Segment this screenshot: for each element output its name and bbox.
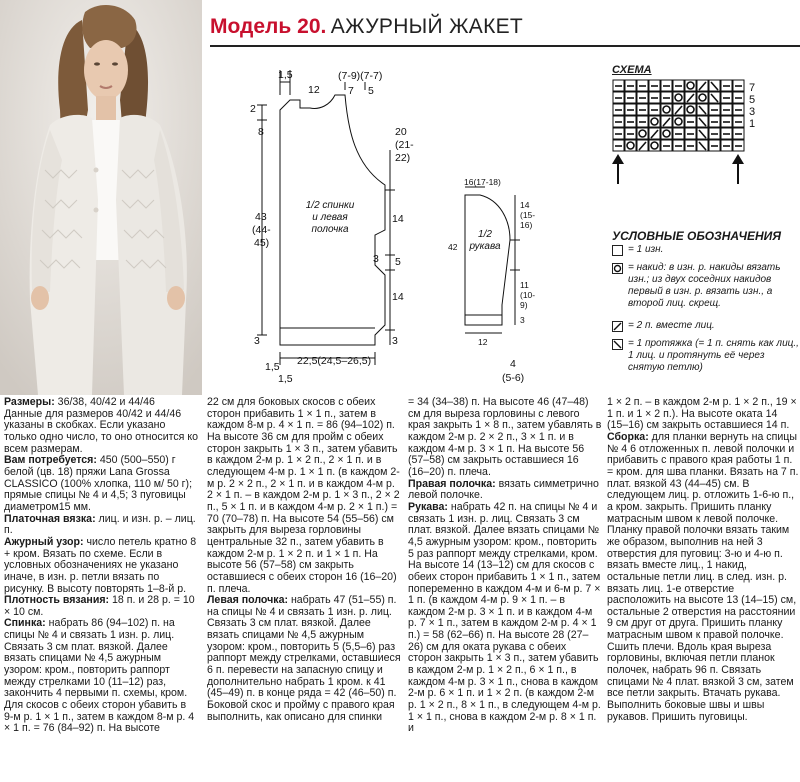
sleeve-left-42: 42 [448,242,458,252]
sleeves-text: набрать 42 п. на спицы № 4 и связать 1 изн. р. лиц. Связать 3 см плат. вязкой. Далее вязать спицами № 4,5 ажурным узором: кром., повторить 5 раз раппорт между стрелками, кром. На высоте 14 (13–12) см для скосов с обеих сторон прибавить 1 × 1 п., затем попеременно в каждом 4-м и 6-м р. 7 × 1 п. (в каждом 4-м р. 9 × 1 п. – в каждом 2-м р. 3 × 1 п. и в каждом 4-м р. 7 × 1 п., затем в каждом 2-м р. 4 × 1 п.) = 58 (62–66) п. На высоте 28 (27–26) см для оката рукава с обеих сторон закрыть 1 × 3 п., затем убавить в каждом 2-м р. 1 × 2 п., 6 × 1 п., в каждом 4-м р. 3 × 1 п., снова в каждом 2-м р. 6 × 1 п. и 1 × 2 п. (в каждом 2-м р. 1 × 2 п., 8 × 1 п., в следующем 4-м р. 1 × 1 п., снова в каждом 2-м р. 8 × 1 п. и [408,500,601,735]
model-photo-illustration [0,0,202,395]
backslash-square-icon [612,339,623,350]
scheme-row-7: 7 [749,82,756,94]
repeat-end-arrow-icon [732,154,744,164]
text-column-1 [4,397,198,781]
dim-left-8: 8 [258,126,264,138]
dim-top-7: 7 [348,85,354,97]
text-column-3 [408,397,602,781]
dim-right-14a: 14 [392,213,404,225]
sizes-label: Размеры: [4,396,55,408]
lace-pattern-label: Ажурный узор: [4,535,84,548]
blank-square-icon [612,245,623,256]
plank-stitch-label: Платочная вязка: [4,512,96,525]
legend-items: = 1 изн. = накид: в изн. р. накиды вязать изн.; из двух соседних накидов первый в изн. р. вязать изн., а второй лиц. скрещ. = 2 п. вместе лиц. = 1 протяжка (= 1 п. снять как лиц., 1 лиц. и протянуть её через снятую петлю) [612,244,800,384]
dim-left-2: 2 [250,103,256,115]
dim-right-3: 3 [373,253,379,265]
gauge-text: 18 п. и 28 р. = 10 × 10 см. [4,594,195,618]
legend-title: УСЛОВНЫЕ ОБОЗНАЧЕНИЯ [612,229,782,243]
sleeve-right-14-sub1: (15- [520,210,536,220]
dim-bottom-1-5a: 1,5 [265,361,280,373]
dim-left-43-sub1: (44- [252,224,271,236]
sleeves-cont: 1 × 2 п. – в каждом 2-м р. 1 × 2 п., 19 × 1 п. и 1 × 2 п.). На высоте оката 14 (15–16) см закрыть оставшиеся 14 п. [607,396,797,432]
right-front-label: Правая полочка: [408,477,496,490]
circle-square-icon [612,263,623,274]
dim-right-20: 20 [395,126,407,138]
sizes-text: 36/38, 40/42 и 44/46 [54,396,155,408]
sleeve-bottom-12: 12 [478,337,488,347]
sizes-note: Данные для размеров 40/42 и 44/46 указаны в скобках. Если указано только одно число, то оно относится ко всем размерам. [4,407,198,455]
lace-pattern-text: число петель кратно 8 + кром. Вязать по схеме. Если в условных обозначениях не указано иначе, в изн. р. петли вязать по рисунку. В высоту повторять 1–8-й р. [4,535,197,595]
sleeve-schematic [440,175,550,390]
dim-right-20-sub1: (21- [395,139,414,151]
sleeve-right-3: 3 [520,315,525,325]
text-column-4 [607,397,800,781]
dim-left-43: 43 [255,211,267,223]
dim-top-12: 12 [308,84,320,96]
scheme-row-1: 1 [749,118,756,130]
repeat-start-arrow-icon [612,154,624,164]
sleeves-label: Рукава: [408,500,448,513]
sleeve-right-11-sub2: 9) [520,300,528,310]
assembly-label: Сборка: [607,430,649,443]
gauge-label: Плотность вязания: [4,594,110,607]
assembly-text: для планки вернуть на спицы № 4 6 отложенных п. левой полочки и прибавить с правого края работы 1 п. = кром. для шва планки. Вязать на 7 п. плат. вязкой 43 (44–45) см. В следующем лиц. р. отложить 1-6-ю п., а кром. закрыть. Пришить планку матрасным швом к левой полочке. Планку правой полочки вязать таким же образом, выполнив на ней 3 отверстия для пуговиц: 3-ю и 4-ю п. вязать вместе лиц., 1 накид, остальные петли лиц. в след. изн. р. вязать лиц. 1-е отверстие расположить на высоте 13 (14–15) см, остальные 2 отверстия на расстоянии 9 см друг от друга. Пришить планку матрасным швом к правой полочке. Сшить плечи. Вдоль края выреза горловины, включая петли планок полочек, набрать 96 п. Связать спицами № 4 плат. вязкой 3 см, затем все петли закрыть. Втачать рукава. Выполнить боковые швы и швы рукавов. Пришить пуговицы. [607,430,799,723]
right-front-text: вязать симметрично левой полочке. [408,477,599,502]
header-rule [210,45,800,47]
page-title: АЖУРНЫЙ ЖАКЕТ [330,15,524,38]
sleeve-bottom-4: 4 [510,358,516,370]
scheme-grid [612,78,792,188]
scheme-row-5: 5 [749,94,756,106]
dim-bottom-1-5b: 1,5 [278,373,293,385]
text-column-2 [207,397,401,781]
back-text: набрать 86 (94–102) п. на спицы № 4 и связать 1 изн. р. лиц. Связать 3 см плат. вязкой. Далее вязать спицами № 4,5 ажурным узором: кром., повторить раппорт между стрелками 10 (11–12) раз, закончить 4 первыми п. схемы, кром. Для скосов с обеих сторон убавить в 9-м р. 1 × 1 п., затем в каждом 8-м р. 4 × 1 п. = 76 (84–92) п. На высоте [4,617,195,735]
piece-label-1: 1/2 спинки [305,200,355,211]
materials-text: 450 (500–550) г белой (цв. 18) пряжи Lana Grossa CLASSICO (100% хлопка, 110 м/ 50 г); прямые спицы № 4 и 4,5; 3 пуговицы диаметром15 мм. [4,454,193,513]
legend [612,229,798,243]
header-separator: . [320,15,327,38]
dim-top-1-5: 1,5 [278,69,293,81]
sleeve-label-1: 1/2 [478,229,492,240]
left-front-label: Левая полочка: [207,594,288,607]
piece-label-3: полочка [311,224,349,235]
sleeve-bottom-4-sub: (5-6) [502,372,525,384]
sleeve-right-11-sub1: (10- [520,290,536,300]
sleeve-right-11: 11 [520,280,529,290]
sleeve-right-14: 14 [520,200,530,210]
piece-label-2: и левая [312,212,348,223]
dim-top-5: 5 [368,85,374,97]
stitch-scheme [612,64,652,76]
model-number: Модель 20 [210,15,321,38]
scheme-row-3: 3 [749,106,756,118]
dim-right-20-sub2: 22) [395,152,411,164]
dim-top-collar: (7-9)(7-7) [338,70,383,82]
sleeve-label-2: рукава [469,241,501,252]
back-label: Спинка: [4,617,46,630]
back-text-cont: 22 см для боковых скосов с обеих сторон прибавить 1 × 1 п., затем в каждом 8-м р. 4 × 1 п. = 86 (94–102) п. На высоте 36 см для пройм с обеих сторон закрыть 1 × 3 п., затем убавить в каждом 2-м р. 1 × 2 п., 2 × 1 п. и в следующем 4-м р. 1 × 1 п. (в каждом 2-м р. 2 × 2 п., 2 × 1 п. и в каждом 4-м р. 2 × 1 п. – в каждом 2-м р. 1 × 3 п., 2 × 2 п., 5 × 1 п. и в каждом 4-м р. 2 × 1 п.) = 70 (70–78) п. На высоте 54 (55–56) см закрыть для выреза горловины центральные 32 п., затем убавить в каждом 2-м р. 1 × 2 п. и 1 × 1 п. На высоте 56 (57–58) см закрыть оставшиеся с обеих сторон 16 (16–20) п. плеча. [207,396,400,595]
dim-right-3b: 3 [392,335,398,347]
model-photo [0,0,202,395]
dim-right-14b: 14 [392,291,404,303]
body-schematic [240,60,435,390]
dim-left-3: 3 [254,335,260,347]
materials-label: Вам потребуется: [4,454,97,467]
dim-right-5: 5 [395,256,401,268]
left-front-cont: = 34 (34–38) п. На высоте 46 (47–48) см для выреза горловины с левого края закрыть 1 × 8 п., затем убавлять в каждом 2-м р. 2 × 2 п., 3 × 1 п. и в каждом 4-м р. 3 × 1 п. На высоте 56 (57–58) см закрыть оставшиеся 16 (16–20) п. плеча. [408,396,602,478]
plank-stitch-text: лиц. и изн. р. – лиц. п. [4,512,196,537]
left-front-text: набрать 47 (51–55) п. на спицы № 4 и связать 1 изн. р. лиц. Связать 3 см плат. вязкой. Далее вязать спицами № 4,5 ажурным узором: кром., повторить 5 (5,5–6) раз раппорт между стрелками, оставшиеся 6 п. перевести на запасную спицу и дополнительно набрать 1 кром. к 41 (45–49) п. в конце ряда = 42 (46–50) п. Боковой скос и пройму с правого края выполнить, как описано для спинки [207,594,401,723]
page-header [210,15,800,43]
slash-square-icon [612,321,623,332]
sleeve-top-16: 16(17-18) [464,177,501,187]
dim-left-43-sub2: 45) [254,237,270,249]
dim-bottom-width: 22,5(24,5–26,5) [297,355,372,367]
scheme-title: СХЕМА [612,64,652,76]
sleeve-right-14-sub2: 16) [520,220,533,230]
